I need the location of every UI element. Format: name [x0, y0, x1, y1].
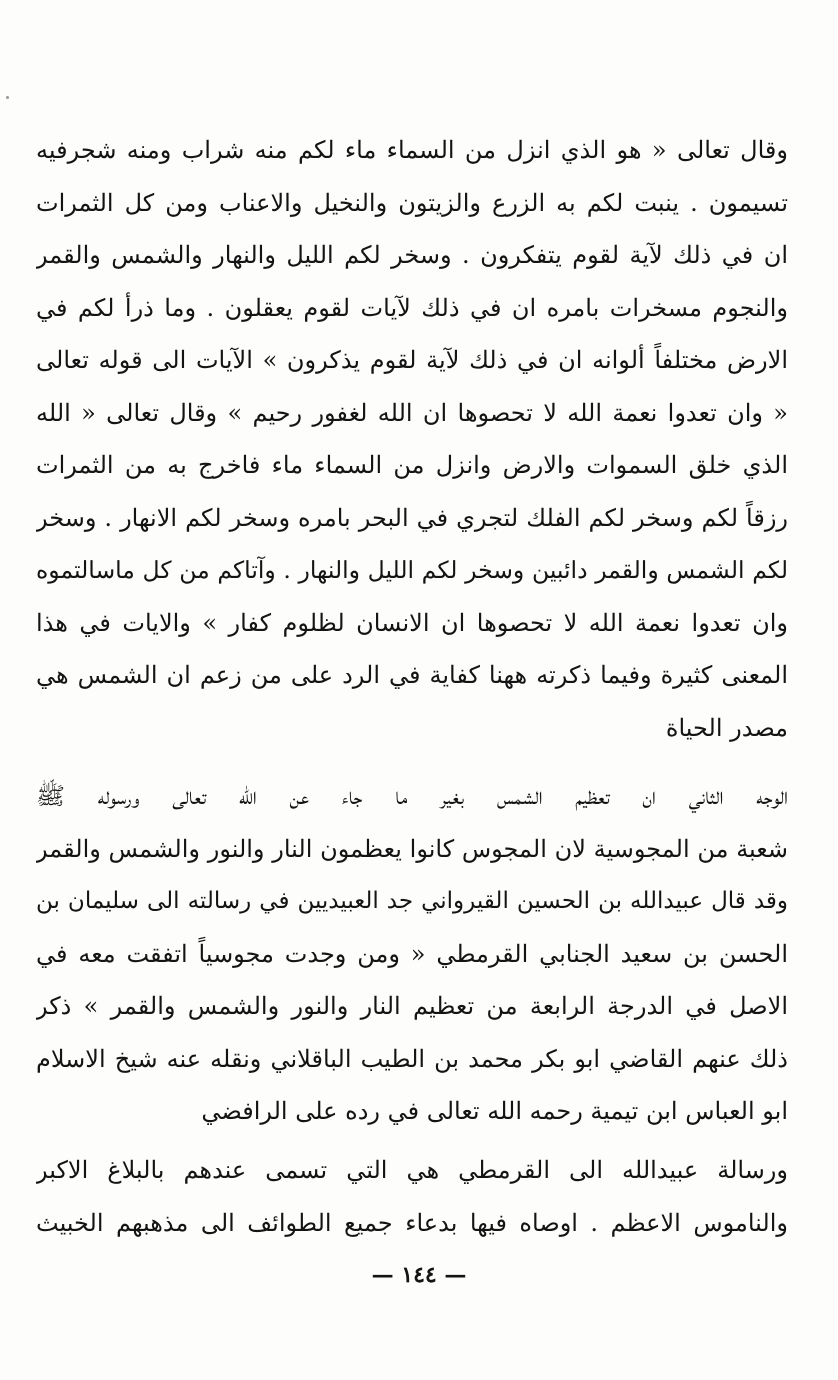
text-line: « وان تعدوا نعمة الله لا تحصوها ان الله لغفور رحيم » وقال تعالى « الله: [36, 398, 788, 427]
paragraph-2: [36, 770, 788, 1138]
text-line: مصدر الحياة: [665, 713, 788, 742]
text-line: والناموس الاعظم . اوصاه فيها بدعاء جميع الطوائف الى مذهبهم الخبيث: [36, 1208, 788, 1237]
text-line: ورسالة عبيدالله الى القرمطي هي التي تسمى عندهم بالبلاغ الاكبر: [36, 1156, 788, 1184]
text-line: لكم الشمس والقمر دائبين وسخر لكم الليل والنهار . وآتاكم من كل ماسالتموه: [36, 556, 788, 584]
text-line: الارض مختلفاً ألوانه ان في ذلك لآية لقوم يذكرون » الآيات الى قوله تعالى: [36, 346, 788, 374]
text-line: الذي خلق السموات والارض وانزل من السماء ماء فاخرج به من الثمرات: [36, 451, 788, 479]
text-line: تسيمون . ينبت لكم به الزرع والزيتون والنخيل والاعناب ومن كل الثمرات: [36, 188, 788, 217]
text-line: وان تعدوا نعمة الله لا تحصوها ان الانسان لظلوم كفار » والايات في هذا: [36, 608, 788, 637]
text-line: وقد قال عبيدالله بن الحسين القيرواني جد العبيديين في رسالته الى سليمان بن: [36, 888, 788, 914]
paragraph-3: [36, 1144, 788, 1249]
text-line: المعنى كثيرة وفيما ذكرته ههنا كفاية في الرد على من زعم ان الشمس هي: [36, 661, 788, 689]
text-line: ذلك عنهم القاضي ابو بكر محمد بن الطيب الباقلاني ونقله عنه شيخ الاسلام: [36, 1044, 788, 1073]
text-line: شعبة من المجوسية لان المجوس كانوا يعظمون النار والنور والشمس والقمر: [36, 834, 788, 863]
text-line: رزقاً لكم وسخر لكم الفلك لتجري في البحر بامره وسخر لكم الانهار . وسخر: [36, 503, 788, 532]
text-line: ان في ذلك لآية لقوم يتفكرون . وسخر لكم الليل والنهار والشمس والقمر: [36, 241, 788, 269]
text-line: الحسن بن سعيد الجنابي القرمطي « ومن وجدت مجوسياً اتفقت معه في: [36, 939, 788, 968]
page-number: — ١٤٤ —: [371, 1262, 467, 1288]
paragraph-1: [36, 124, 788, 754]
text-line: والنجوم مسخرات بامره ان في ذلك لآيات لقوم يعقلون . وما ذرأ لكم في: [36, 293, 788, 322]
text-line: ابو العباس ابن تيمية رحمه الله تعالى في رده على الرافضي: [201, 1097, 788, 1125]
margin-mark: [6, 96, 9, 99]
text-line: الوجه الثاني ان تعظيم الشمس بغير ما جاء عن الله تعالى ورسوله ﷺ: [36, 782, 788, 810]
text-line: وقال تعالى « هو الذي انزل من السماء ماء لكم منه شراب ومنه شجرفيه: [36, 136, 788, 164]
text-line: الاصل في الدرجة الرابعة من تعظيم النار والنور والشمس والقمر » ذكر: [36, 992, 788, 1020]
